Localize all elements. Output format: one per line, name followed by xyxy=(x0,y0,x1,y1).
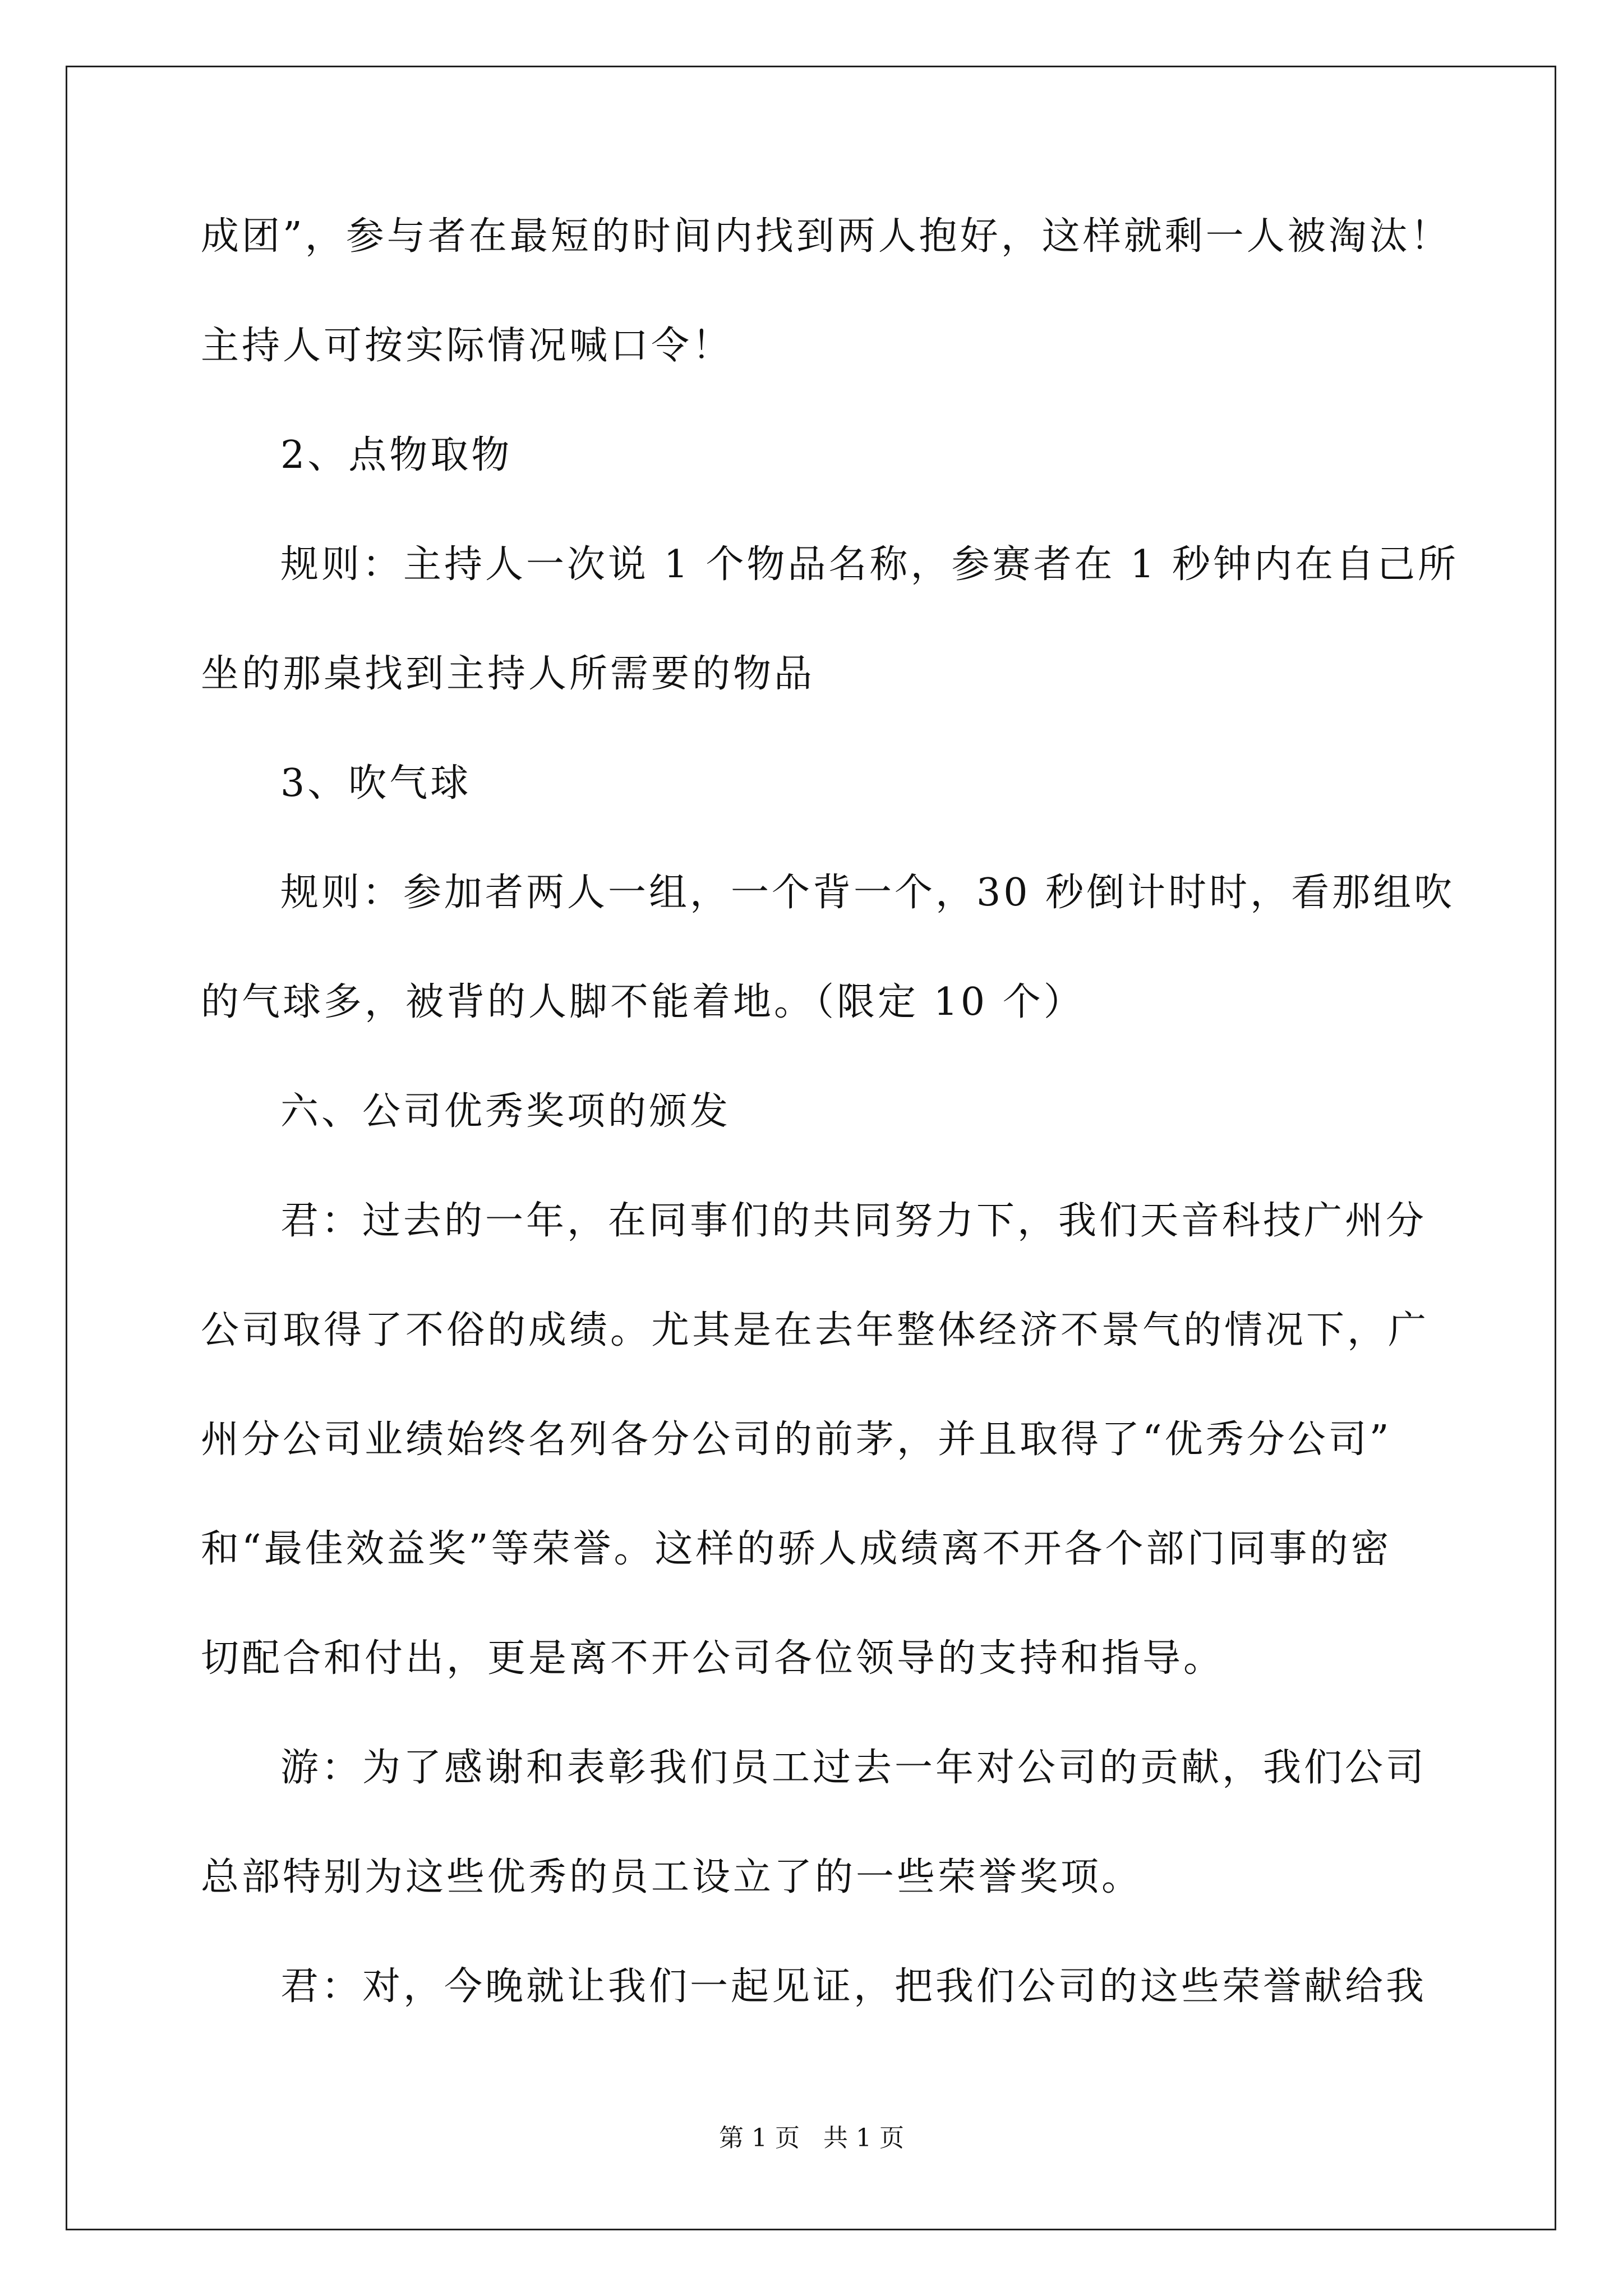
text-line: 和“最佳效益奖”等荣誉。这样的骄人成绩离不开各个部门同事的密 xyxy=(201,1527,1392,1571)
text-line: 坐的那桌找到主持人所需要的物品 xyxy=(201,652,815,696)
section-heading: 六、公司优秀奖项的颁发 xyxy=(280,1089,731,1134)
text-line: 君：过去的一年，在同事们的共同努力下，我们天音科技广州分 xyxy=(280,1199,1427,1243)
text-line: 主持人可按实际情况喊口令！ xyxy=(201,324,734,368)
text-line: 切配合和付出，更是离不开公司各位领导的支持和指导。 xyxy=(201,1636,1225,1681)
section-heading: 2、点物取物 xyxy=(280,433,513,477)
text-line: 君：对，今晚就让我们一起见证，把我们公司的这些荣誉献给我 xyxy=(280,1964,1427,2009)
section-heading: 3、吹气球 xyxy=(280,761,472,806)
text-line: 总部特别为这些优秀的员工设立了的一些荣誉奖项。 xyxy=(201,1855,1143,1899)
text-line: 的气球多，被背的人脚不能着地。（限定 10 个） xyxy=(201,980,1085,1024)
text-line: 规则：主持人一次说 1 个物品名称，参赛者在 1 秒钟内在自己所 xyxy=(280,542,1459,587)
text-line: 公司取得了不俗的成绩。尤其是在去年整体经济不景气的情况下，广 xyxy=(201,1308,1430,1352)
text-line: 规则：参加者两人一组，一个背一个，30 秒倒计时时，看那组吹 xyxy=(280,871,1455,915)
text-line: 游：为了感谢和表彰我们员工过去一年对公司的贡献，我们公司 xyxy=(280,1746,1427,1790)
page-number-footer: 第 1 页 共 1 页 xyxy=(719,2124,904,2152)
text-line: 州分公司业绩始终名列各分公司的前茅，并且取得了“优秀分公司” xyxy=(201,1418,1392,1462)
text-line: 成团”，参与者在最短的时间内找到两人抱好，这样就剩一人被淘汰！ xyxy=(201,214,1451,259)
document-body xyxy=(201,0,1459,2076)
